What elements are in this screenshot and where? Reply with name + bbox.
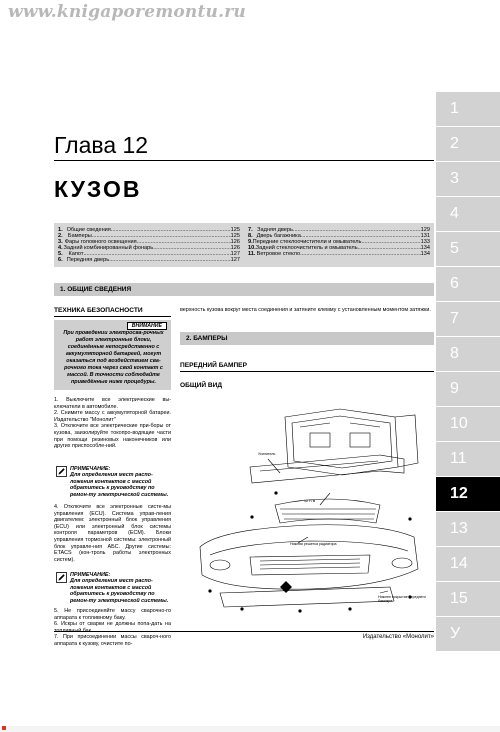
note-1: [70, 466, 171, 498]
tab-chapter-9[interactable]: 9: [436, 372, 500, 407]
tab-chapter-11[interactable]: 11: [436, 442, 500, 477]
section-bar-bumpers: 2. БАМПЕРЫ: [180, 332, 434, 345]
front-bumper-rule: [180, 371, 434, 372]
tab-chapter-4[interactable]: 4: [436, 197, 500, 232]
toc-item-number: 6.: [58, 257, 63, 264]
section-bar-general: 1. ОБЩИЕ СВЕДЕНИЯ: [54, 283, 434, 296]
pencil-note-icon: [56, 572, 67, 583]
footer-rule: [54, 631, 434, 632]
tab-chapter-14[interactable]: 14: [436, 547, 500, 582]
tab-chapter-6[interactable]: 6: [436, 267, 500, 302]
table-of-contents: [54, 223, 434, 267]
bumper-exploded-view: [180, 397, 434, 623]
note-2-heading: ПРИМЕЧАНИЕ:: [70, 572, 111, 578]
note-2: [70, 572, 171, 604]
safety-heading: ТЕХНИКА БЕЗОПАСНОСТИ: [54, 307, 143, 314]
tab-chapter-3[interactable]: 3: [436, 162, 500, 197]
section-title: КУЗОВ: [54, 176, 142, 202]
toc-item: [58, 257, 240, 263]
watermark-url: www.knigaporemontu.ru: [8, 2, 246, 22]
red-corner-mark: [2, 726, 6, 730]
toc-item-number: 1.: [58, 227, 63, 233]
footer-publisher: Издательство «Монолит»: [362, 634, 434, 640]
toc-item-page: 133: [420, 239, 430, 246]
toc-item-title: Общие сведения: [66, 227, 111, 233]
warning-label: ВНИМАНИЕ: [127, 322, 167, 330]
toc-item-title: Ветровое стекло: [256, 251, 301, 258]
toc-item-number: 7.: [248, 227, 253, 233]
toc-item-page: 127: [230, 251, 240, 258]
toc-item-title: Передние стеклоочистители и омыватель: [252, 239, 362, 246]
toc-item-page: 126: [230, 239, 240, 246]
tab-chapter-16[interactable]: У: [436, 617, 500, 652]
label-torque: 12 Н·м: [304, 499, 316, 503]
toc-item-title: Передняя дверь: [66, 257, 110, 264]
chapter-title: Глава 12: [54, 132, 149, 158]
chapter-rule: [54, 160, 434, 161]
toc-item-number: 3.: [58, 239, 63, 246]
steps-5-7: 5. Не присоединяйте массу сварочно-го аппарата к топливному баку. 6. Искры от сварки не должны попа-дать на 7. При присоединении массы свароч-ного аппарата к кузову, очистите по-: [54, 608, 171, 647]
note-1-heading: ПРИМЕЧАНИЕ:: [70, 466, 111, 472]
tab-chapter-8[interactable]: 8: [436, 337, 500, 372]
label-reinforcement: Усилитель: [258, 452, 276, 456]
toc-item-number: 9.: [248, 239, 253, 246]
toc-item-page: 127: [230, 257, 240, 264]
toc-item-page: 125: [230, 233, 240, 240]
label-lower-grille: Нижняя решетка радиатора: [290, 542, 337, 546]
toc-item-number: 8.: [248, 233, 253, 240]
toc-item-number: 10.: [248, 245, 256, 252]
front-bumper-heading: ПЕРЕДНИЙ БАМПЕР: [180, 362, 247, 369]
toc-item-page: 134: [420, 245, 430, 252]
toc-item-number: 5.: [58, 251, 63, 258]
toc-item-number: 2.: [58, 233, 63, 240]
toc-item-title: Капот: [68, 251, 84, 258]
toc-column-right: [248, 227, 430, 257]
toc-item-number: 11.: [248, 251, 256, 258]
safety-heading-rule: [54, 316, 171, 317]
warning-text: При проведении электросва-рочных работ электронные блоки, соединённые непосредственно с аккумуляторной батареей, могут оказаться под воздействием сва-рочного тока через свой контакт с массой. В точности соблюдайте приведённые ниже процедуры.: [63, 330, 164, 385]
bottom-strip: [0, 726, 500, 732]
toc-item-title: Дверь багажника: [256, 233, 301, 240]
step-4: 4. Отключите все электронные систе-мы управления (ECU). Система управ-ления двигателем: электронный блок управления (ECU) или электронный блок системы контроля параметров (ECM). Блоки управления тормозной системы: электронный блок управле-ния АБС. Другие системы: ETACS (кон-троль работы электронных систем).: [54, 504, 171, 563]
right-column-text: верхность кузова вокруг места соединения и затяните клемму с установленным моментом затяжки.: [180, 307, 431, 313]
toc-item-title: Фары головного освещения: [64, 239, 137, 246]
toc-item-page: 126: [230, 245, 240, 252]
tab-chapter-10[interactable]: 10: [436, 407, 500, 442]
toc-item-page: 125: [230, 227, 240, 233]
tab-chapter-5[interactable]: 5: [436, 232, 500, 267]
toc-item-title: Задняя дверь: [257, 227, 293, 233]
tab-chapter-1[interactable]: 1: [436, 92, 500, 127]
toc-item-title: Задний комбинированный фонарь: [63, 245, 154, 252]
front-bumper-diagram: [180, 397, 434, 623]
toc-item-page: 134: [420, 251, 430, 258]
toc-item-title: Задний стеклоочиститель и омыватель: [255, 245, 358, 252]
tab-chapter-15[interactable]: 15: [436, 582, 500, 617]
pencil-note-icon: [56, 466, 67, 477]
toc-item-title: Бамперы: [67, 233, 92, 240]
steps-1-3: 1. Выключите все электрические вы-ключатели в автомобиле. 2. Снимите массу с аккумуляторной батареи. Издательство "Монолит" 3. Отключите все электрические при-боры от кузова, заизолируйте токопро-водящие части при помощи резиновых наконечников или других приспособле-ний.: [54, 397, 171, 450]
tab-chapter-2[interactable]: 2: [436, 127, 500, 162]
tab-chapter-7[interactable]: 7: [436, 302, 500, 337]
note-1-text: Для определения мест распо-ложения контактов с массой обратитесь к руководству по ремон-ту электрической системы.: [70, 472, 169, 498]
warning-box: [54, 320, 171, 390]
general-view-heading: ОБЩИЙ ВИД: [180, 382, 223, 389]
note-2-text: Для определения мест распо-ложения контактов с массой обратитесь к руководству по ремон-ту электрической системы.: [70, 578, 169, 604]
toc-item-number: 4.: [58, 245, 63, 252]
toc-item-leader: [300, 251, 421, 257]
toc-column-left: [58, 227, 240, 264]
toc-item: [248, 251, 430, 257]
tab-chapter-12[interactable]: 12: [436, 477, 500, 512]
toc-item-page: 129: [420, 227, 430, 233]
toc-item-leader: [109, 257, 230, 263]
toc-item-page: 131: [420, 233, 430, 240]
label-bumper-lower: Нижнее покрытие переднего бампера: [378, 595, 426, 603]
tab-chapter-13[interactable]: 13: [436, 512, 500, 547]
